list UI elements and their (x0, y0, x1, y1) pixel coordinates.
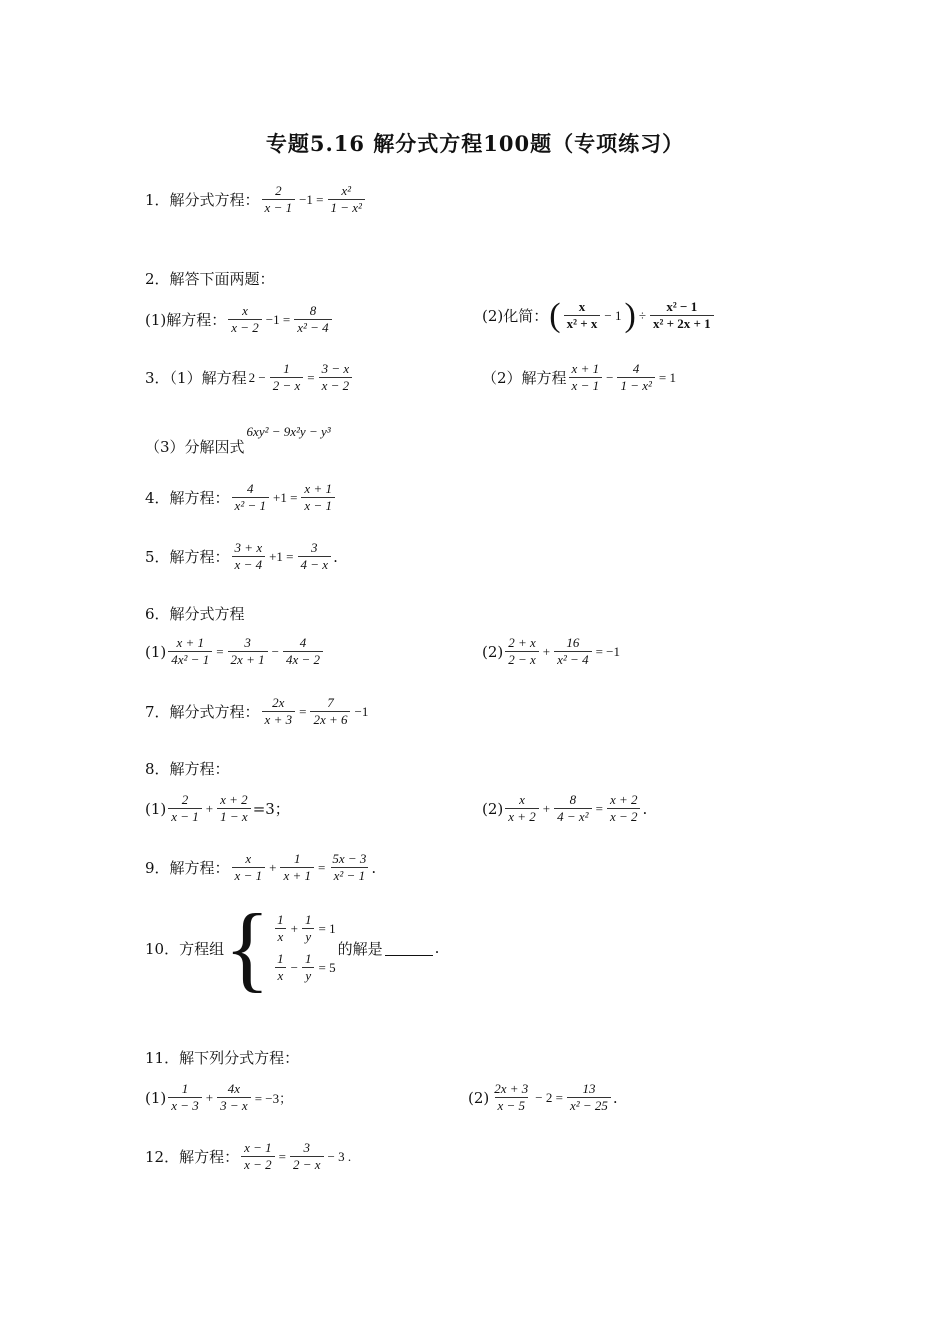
question-2-part-1: (1)解方程： $\frac{x}{x - 2}$ −1 = $\frac{8}{\text{x² − 4}}$ (145, 304, 334, 335)
fraction: $\frac{1}{y}$ (302, 913, 315, 944)
question-10: 10．方程组 { $\frac{1}{x}$ + $\frac{1}{y}$ = 1 $\frac{1}{x}$ − $\frac{1}{y}$ = 5 的解是 . (145, 894, 440, 1001)
fraction: $\frac{x - 1}{x - 2}$ (241, 1141, 275, 1172)
question-label: 1．解分式方程： (145, 191, 260, 209)
system-row-2: $\frac{1}{x}$ − $\frac{1}{y}$ = 5 (272, 952, 337, 983)
question-4: 4．解方程： $\frac{4}{\text{x² − 1}}$ +1 = $\frac{x + 1}{x - 1}$ (145, 482, 337, 513)
fraction: $\frac{x}{x + 2}$ (505, 793, 539, 824)
question-1: 1．解分式方程： $\frac{2}{x - 1}$ −1 = $\frac{\text{x²}}{\text{1 − x²}}$ (145, 184, 367, 215)
fraction: $\frac{2}{x - 1}$ (262, 184, 296, 215)
fraction: $\frac{8}{\text{4 − x²}}$ (554, 793, 591, 824)
fraction: $\frac{3}{2x + 1}$ (228, 636, 268, 667)
fraction: $\frac{x + 2}{x - 2}$ (607, 793, 641, 824)
fraction: $\frac{2x}{x + 3}$ (262, 696, 296, 727)
fraction: $\frac{8}{\text{x² − 4}}$ (294, 304, 331, 335)
question-5: 5．解方程： $\frac{3 + x}{x - 4}$ +1 = $\frac{3}{4 - x}$ . (145, 540, 338, 572)
fraction: $\frac{x + 1}{\text{4x² − 1}}$ (168, 636, 212, 667)
fraction: $\frac{7}{2x + 6}$ (310, 696, 350, 727)
fraction: $\frac{16}{\text{x² − 4}}$ (554, 636, 591, 667)
fraction: $\frac{5x - 3}{\text{x² − 1}}$ (332, 851, 367, 883)
fraction: $\frac{1}{x + 1}$ (280, 852, 314, 883)
fraction: $\frac{\text{x² − 1}}{\text{x² + 2x + 1}}$ (650, 300, 714, 331)
question-6-part-2: (2) $\frac{2 + x}{2 - x}$ + $\frac{16}{\text{x² − 4}}$ = −1 (482, 635, 621, 667)
fraction: $\frac{x}{x - 2}$ (228, 304, 262, 335)
fraction: $\frac{x}{x - 1}$ (232, 852, 266, 883)
fraction: $\frac{4}{\text{x² − 1}}$ (232, 482, 269, 513)
question-8-part-2: (2) $\frac{x}{x + 2}$ + $\frac{8}{\text{4 − x²}}$ = $\frac{x + 2}{x - 2}$ . (482, 792, 648, 824)
fraction: $\frac{2x + 3}{x - 5}$ (494, 1081, 529, 1113)
fraction: $\frac{2}{x - 1}$ (168, 793, 202, 824)
fraction: $\frac{1}{2 - x}$ (270, 362, 304, 393)
fraction: $\frac{x + 1}{x - 1}$ (301, 482, 335, 513)
fraction: $\frac{x + 1}{x - 1}$ (569, 362, 603, 393)
fraction: $\frac{2 + x}{2 - x}$ (505, 636, 539, 667)
fraction: $\frac{1}{x - 3}$ (168, 1082, 202, 1113)
fraction: $\frac{1}{x}$ (274, 913, 287, 944)
question-11-label: 11．解下列分式方程： (145, 1049, 300, 1067)
question-11-part-2: (2) $\frac{2x + 3}{x - 5}$ − 2 = $\frac{13}{\text{x² − 25}}$ . (468, 1081, 618, 1113)
fraction: $\frac{3 - x}{x - 2}$ (319, 362, 353, 393)
question-8-label: 8．解方程： (145, 760, 230, 778)
fraction: $\frac{\text{x²}}{\text{1 − x²}}$ (328, 184, 365, 215)
fraction: $\frac{x + 2}{1 - x}$ (217, 793, 251, 824)
page-title: 专题5.16 解分式方程100题（专项练习） (265, 131, 685, 156)
fraction: $\frac{4x}{3 - x}$ (217, 1082, 251, 1113)
fraction: $\frac{4}{4x - 2}$ (283, 636, 323, 667)
system-row-1: $\frac{1}{x}$ + $\frac{1}{y}$ = 1 (272, 913, 337, 944)
question-12: 12．解方程： $\frac{x - 1}{x - 2}$ = $\frac{3}{2 - x}$ − 3 . (145, 1140, 352, 1172)
system-brace: { (224, 894, 271, 1001)
fraction: $\frac{1}{y}$ (302, 952, 315, 983)
question-3-part-3: （3）分解因式 6xy² − 9x²y − y³ (145, 424, 331, 456)
question-11-part-1: (1) $\frac{1}{x - 3}$ + $\frac{4x}{3 - x}$ = −3； (145, 1081, 293, 1113)
answer-blank (385, 941, 433, 956)
question-8-part-1: (1) $\frac{2}{x - 1}$ + $\frac{x + 2}{1 - x}$ =3； (145, 792, 290, 824)
fraction: $\frac{13}{\text{x² − 25}}$ (567, 1082, 611, 1113)
fraction: $\frac{4}{\text{1 − x²}}$ (617, 362, 654, 393)
question-6-label: 6．解分式方程 (145, 605, 245, 623)
question-3-part-1: 3．（1）解方程 2 − $\frac{1}{2 - x}$ = $\frac{3 - x}{x - 2}$ (145, 362, 354, 393)
question-2-part-2: (2)化简： ( $\frac{x}{\text{x² + x}}$ − 1 ) ÷ $\frac{\text{x² − 1}}{\text{x² + 2x + 1}}$ (482, 300, 716, 331)
fraction: $\frac{3}{2 - x}$ (290, 1141, 324, 1172)
question-7: 7．解分式方程： $\frac{2x}{x + 3}$ = $\frac{7}{2x + 6}$ −1 (145, 695, 369, 727)
fraction: $\frac{x}{\text{x² + x}}$ (564, 300, 601, 331)
fraction: $\frac{3 + x}{x - 4}$ (232, 541, 266, 572)
fraction: $\frac{3}{4 - x}$ (298, 541, 332, 572)
question-6-part-1: (1) $\frac{x + 1}{\text{4x² − 1}}$ = $\frac{3}{2x + 1}$ − $\frac{4}{4x - 2}$ (145, 636, 325, 667)
question-2-label: 2．解答下面两题： (145, 270, 275, 288)
fraction: $\frac{1}{x}$ (274, 952, 287, 983)
equation-system (272, 913, 337, 983)
question-3-part-2: （2）解方程 $\frac{x + 1}{x - 1}$ − $\frac{4}{\text{1 − x²}}$ = 1 (482, 361, 676, 393)
question-9: 9．解方程： $\frac{x}{x - 1}$ + $\frac{1}{x + 1}$ = $\frac{5x - 3}{\text{x² − 1}}$ . (145, 851, 377, 883)
